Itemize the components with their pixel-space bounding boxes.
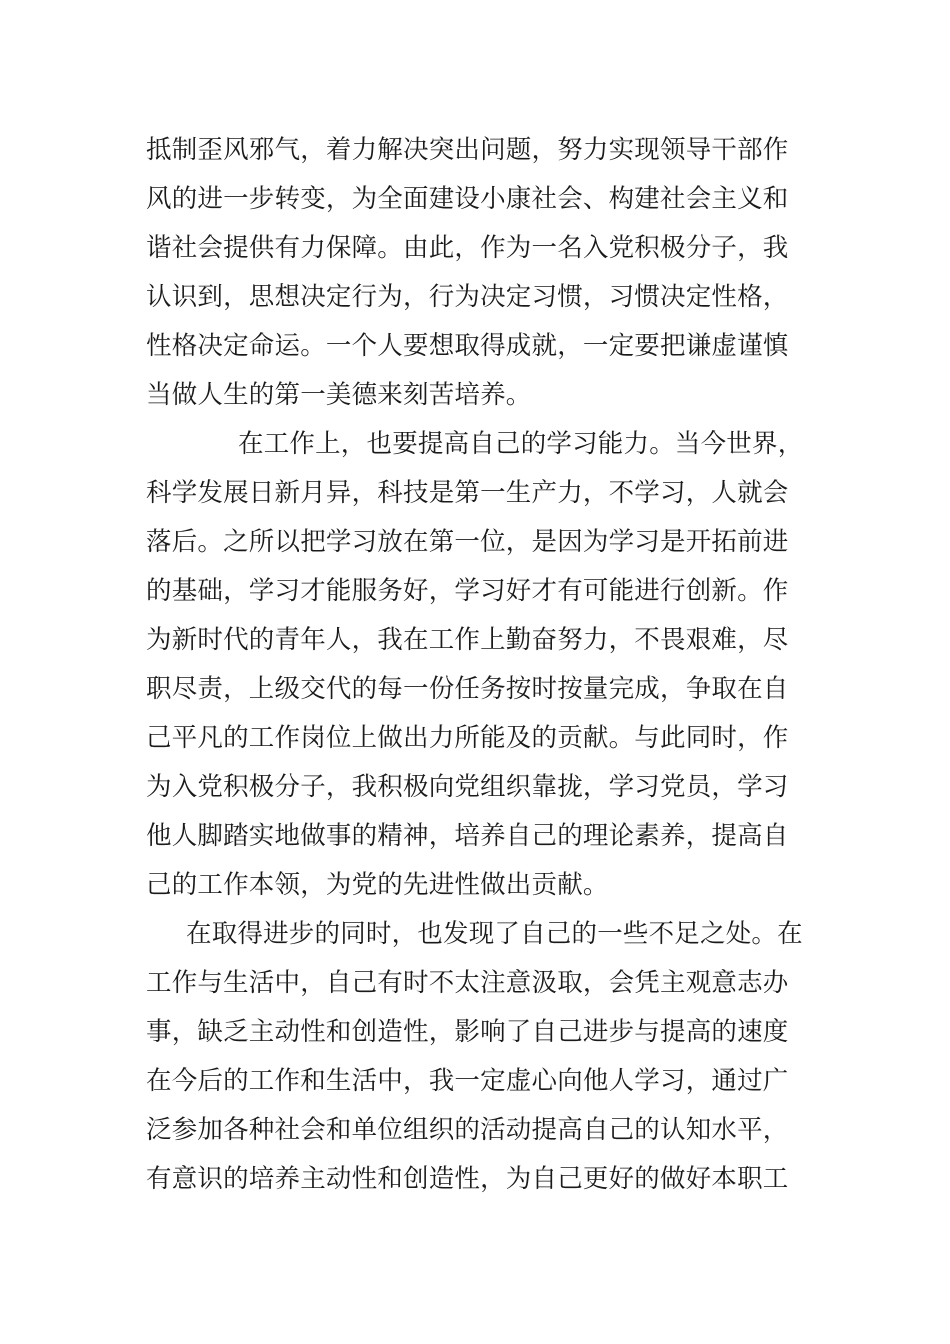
paragraph-2-line-5: 为新时代的青年人，我在工作上勤奋努力，不畏艰难，尽 <box>146 625 789 655</box>
paragraph-3-line-5: 泛参加各种社会和单位组织的活动提高自己的认知水平， <box>146 1115 789 1145</box>
paragraph-1-line-5: 性格决定命运。一个人要想取得成就，一定要把谦虚谨慎 <box>146 331 789 361</box>
paragraph-2-line-1: 在工作上，也要提高自己的学习能力。当今世界， <box>238 429 804 459</box>
paragraph-2-line-10: 己的工作本领，为党的先进性做出贡献。 <box>146 870 609 900</box>
paragraph-1-line-3: 谐社会提供有力保障。由此，作为一名入党积极分子，我 <box>146 233 789 263</box>
paragraph-2-line-3: 落后。之所以把学习放在第一位，是因为学习是开拓前进 <box>146 527 789 557</box>
paragraph-2-line-7: 己平凡的工作岗位上做出力所能及的贡献。与此同时，作 <box>146 723 789 753</box>
paragraph-3-line-2: 工作与生活中，自己有时不太注意汲取，会凭主观意志办 <box>146 968 789 998</box>
paragraph-3-line-3: 事，缺乏主动性和创造性，影响了自己进步与提高的速度 <box>146 1017 789 1047</box>
document-body <box>146 126 808 1204</box>
paragraph-2-line-6: 职尽责，上级交代的每一份任务按时按量完成，争取在自 <box>146 674 789 704</box>
paragraph-3-line-6: 有意识的培养主动性和创造性，为自己更好的做好本职工 <box>146 1164 789 1194</box>
paragraph-1-line-2: 风的进一步转变，为全面建设小康社会、构建社会主义和 <box>146 184 789 214</box>
paragraph-2-line-2: 科学发展日新月异，科技是第一生产力，不学习，人就会 <box>146 478 789 508</box>
paragraph-1-line-1: 抵制歪风邪气，着力解决突出问题，努力实现领导干部作 <box>146 135 789 165</box>
paragraph-1-line-4: 认识到，思想决定行为，行为决定习惯，习惯决定性格， <box>146 282 789 312</box>
paragraph-2-line-9: 他人脚踏实地做事的精神，培养自己的理论素养，提高自 <box>146 821 789 851</box>
paragraph-1-line-6: 当做人生的第一美德来刻苦培养。 <box>146 380 532 410</box>
paragraph-2-line-4: 的基础，学习才能服务好，学习好才有可能进行创新。作 <box>146 576 789 606</box>
paragraph-3-line-1: 在取得进步的同时，也发现了自己的一些不足之处。在 <box>186 919 803 949</box>
paragraph-2-line-8: 为入党积极分子，我积极向党组织靠拢，学习党员，学习 <box>146 772 789 802</box>
paragraph-3-line-4: 在今后的工作和生活中，我一定虚心向他人学习，通过广 <box>146 1066 789 1096</box>
